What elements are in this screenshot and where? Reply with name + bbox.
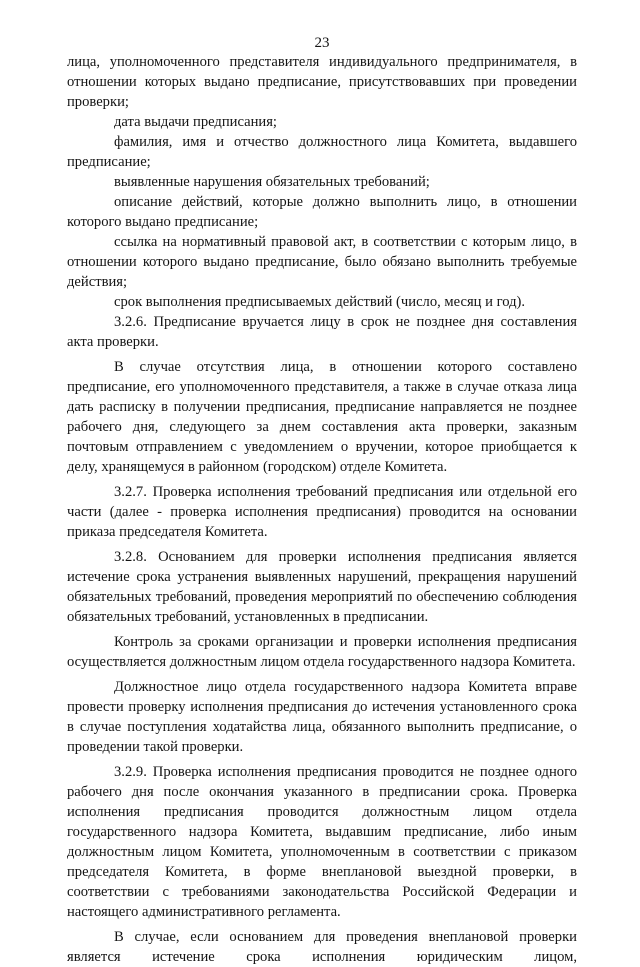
paragraph-official-name: фамилия, имя и отчество должностного лица Комитета, выдавшего предписание; (67, 134, 577, 170)
paragraph-representative-continuation: лица, уполномоченного представителя индивидуального предпринимателя, в отношении которых выдано предписание, присутствовавших при проведении проверки; (67, 54, 577, 110)
paragraph-3-2-6: 3.2.6. Предписание вручается лицу в срок не позднее дня составления акта проверки. (67, 314, 577, 350)
paragraph-early-inspection: Должностное лицо отдела государственного надзора Комитета вправе провести проверку исполнения предписания до истечения установленного срока в случае поступления ходатайства лица, обязанного выполнить предписание, о проведении такой проверки. (67, 679, 577, 755)
paragraph-legal-reference: ссылка на нормативный правовой акт, в соответствии с которым лицо, в отношении которого выдано предписание, было обязано выполнить требуемые действия; (67, 234, 577, 290)
page-number: 23 (314, 35, 330, 51)
paragraph-3-2-9: 3.2.9. Проверка исполнения предписания проводится не позднее одного рабочего дня после окончания указанного в предписании срока. Проверка исполнения предписания проводится должностным лицом отдела государственного надзора Комитета, выдавшим предписание, либо иным должностным лицом Комитета, уполномоченным в соответствии с приказом председателя Комитета, в форме внеплановой выездной проверки, в соответствии с требованиями законодательства Российской Федерации и настоящего административного регламента. (67, 764, 577, 920)
paragraph-3-2-8: 3.2.8. Основанием для проверки исполнения предписания является истечение срока устранения выявленных нарушений, прекращения нарушений обязательных требований, проведения мероприятий по обеспечению соблюдения обязательных требований, установленных в предписании. (67, 549, 577, 625)
paragraph-actions-description: описание действий, которые должно выполнить лицо, в отношении которого выдано предписание; (67, 194, 577, 230)
paragraph-deadline: срок выполнения предписываемых действий (число, месяц и год). (114, 294, 526, 310)
document-body (67, 52, 577, 967)
paragraph-3-2-7: 3.2.7. Проверка исполнения требований предписания или отдельной его части (далее - проверка исполнения предписания) проводится на основании приказа председателя Комитета. (67, 484, 577, 540)
paragraph-violations: выявленные нарушения обязательных требований; (114, 174, 430, 190)
paragraph-absence-case: В случае отсутствия лица, в отношении которого составлено предписание, его уполномоченного представителя, а также в случае отказа лица дать расписку в получении предписания, предписание направляется не позднее рабочего дня, следующего за днем составления акта проверки, заказным почтовым отправлением с уведомлением о вручении, которое приобщается к делу, хранящемуся в районном (городском) отделе Комитета. (67, 359, 577, 475)
paragraph-deadline-control: Контроль за сроками организации и проверки исполнения предписания осуществляется должностным лицом отдела государственного надзора Комитета. (67, 634, 577, 670)
paragraph-unscheduled-inspection: В случае, если основанием для проведения внеплановой проверки является истечение срока исполнения юридическим лицом, (67, 929, 577, 965)
paragraph-issue-date: дата выдачи предписания; (114, 114, 277, 130)
